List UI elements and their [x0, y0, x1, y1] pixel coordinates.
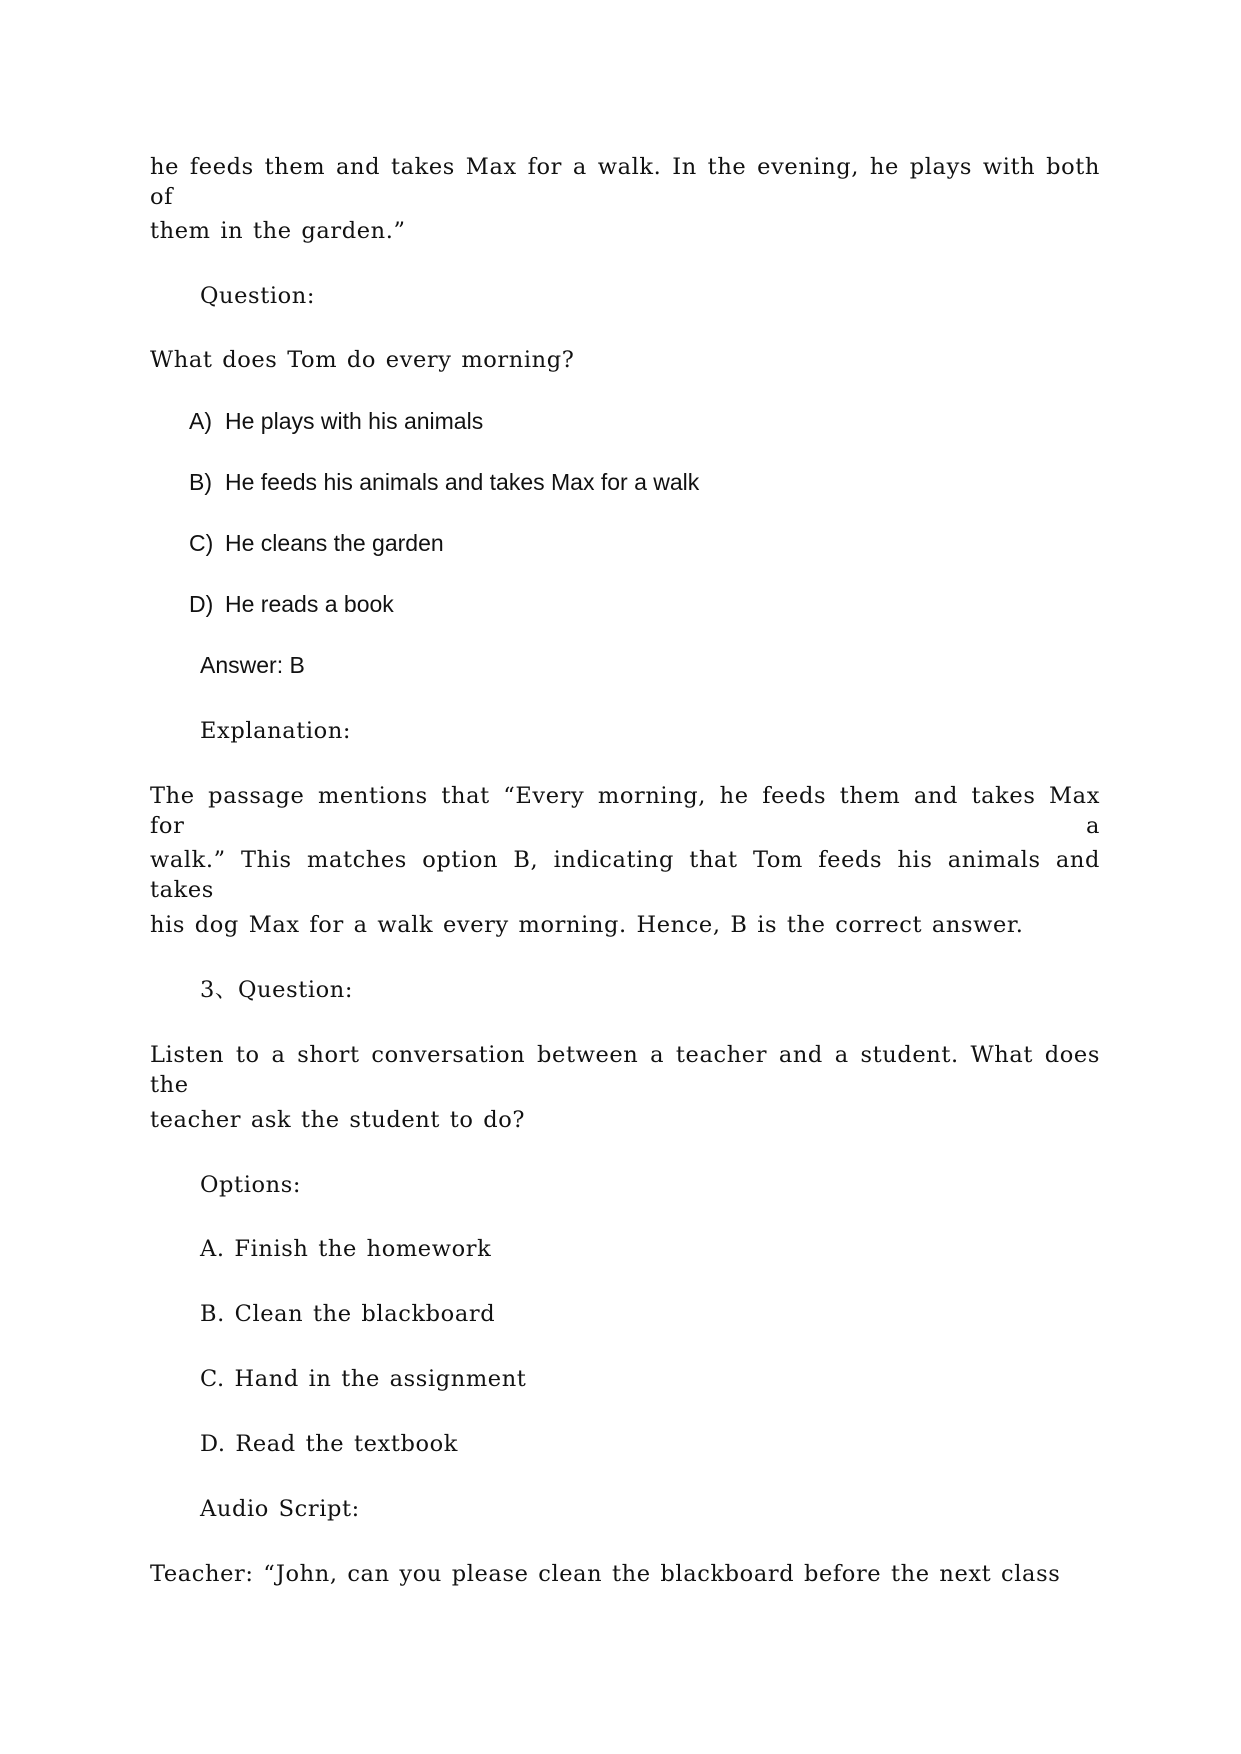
explanation-line-3: his dog Max for a walk every morning. Hence, B is the correct answer. — [150, 912, 1024, 938]
passage-line-1: he feeds them and takes Max for a walk. In the evening, he plays with both of — [150, 154, 1100, 210]
question-3-line-2: teacher ask the student to do? — [150, 1107, 526, 1133]
option-b: B. Clean the blackboard — [200, 1301, 496, 1327]
option-b-text: He feeds his animals and takes Max for a walk — [225, 469, 700, 495]
option-c-text: He cleans the garden — [225, 530, 444, 556]
option-c-letter: C) — [189, 530, 214, 556]
option-d-letter: D) — [189, 591, 214, 617]
audio-script-line: Teacher: “John, can you please clean the blackboard before the next class — [150, 1561, 1061, 1587]
question-3-line-1: Listen to a short conversation between a teacher and a student. What does the — [150, 1042, 1100, 1098]
question-text: What does Tom do every morning? — [150, 347, 575, 373]
question-3-label: 3、Question: — [200, 977, 354, 1003]
audio-script-label: Audio Script: — [200, 1496, 360, 1522]
option-d: D. Read the textbook — [200, 1431, 458, 1457]
answer-text: Answer: B — [200, 652, 305, 678]
option-a: A. Finish the homework — [200, 1236, 492, 1262]
option-a-letter: A) — [189, 408, 212, 434]
explanation-label: Explanation: — [200, 718, 352, 744]
option-c: C. Hand in the assignment — [200, 1366, 527, 1392]
explanation-line-2: walk.” This matches option B, indicating that Tom feeds his animals and takes — [150, 847, 1100, 903]
options-label: Options: — [200, 1172, 302, 1198]
option-d-text: He reads a book — [225, 591, 394, 617]
option-a-text: He plays with his animals — [225, 408, 484, 434]
passage-line-2: them in the garden.” — [150, 218, 406, 244]
explanation-line-1: The passage mentions that “Every morning, he feeds them and takes Max for a — [150, 783, 1100, 839]
question-label: Question: — [200, 283, 316, 309]
option-b-letter: B) — [189, 469, 212, 495]
